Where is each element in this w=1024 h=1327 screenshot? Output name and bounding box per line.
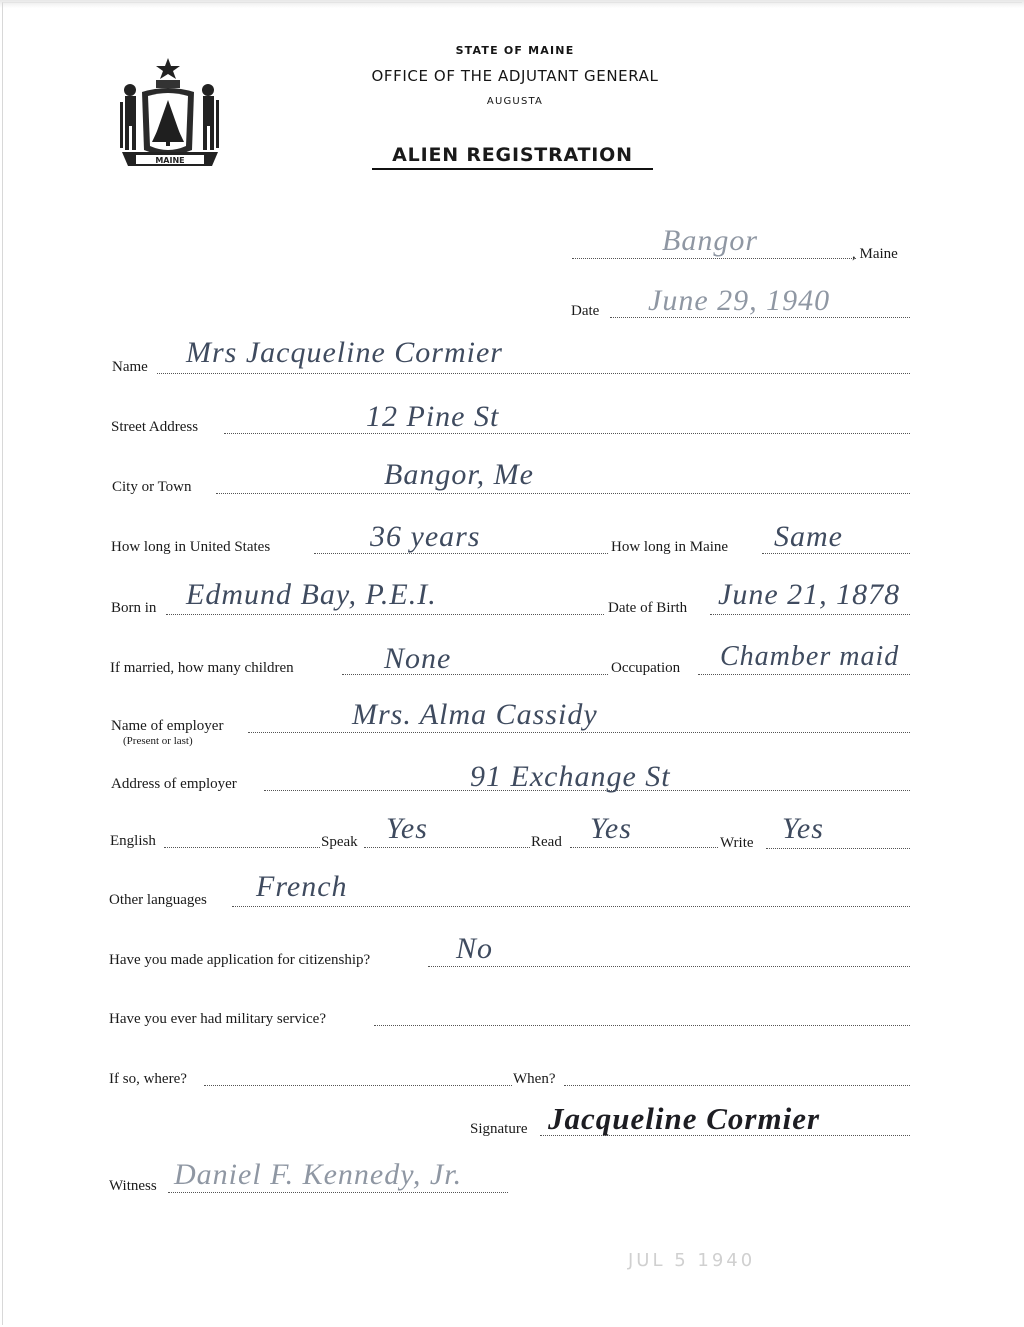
occupation-value: Chamber maid	[720, 641, 900, 672]
name-line	[157, 373, 910, 374]
write-label: Write	[720, 835, 754, 851]
when-line	[564, 1085, 910, 1086]
speak-line	[364, 847, 530, 848]
read-line	[570, 847, 718, 848]
born-in-line	[166, 614, 604, 615]
name-value: Mrs Jacqueline Cormier	[186, 336, 503, 369]
town-value: Bangor	[662, 224, 758, 257]
witness-line	[168, 1192, 508, 1193]
date-line	[610, 317, 910, 318]
office-heading: OFFICE OF THE ADJUTANT GENERAL	[371, 67, 659, 85]
born-in-label: Born in	[111, 600, 157, 616]
write-value: Yes	[782, 812, 824, 845]
children-label: If married, how many children	[110, 660, 294, 676]
state-heading: STATE OF MAINE	[455, 44, 575, 57]
witness-label: Witness	[109, 1178, 157, 1194]
english-line	[164, 847, 320, 848]
name-label: Name	[112, 359, 148, 375]
date-value: June 29, 1940	[648, 284, 831, 317]
employer-address-label: Address of employer	[111, 776, 237, 792]
when-label: When?	[513, 1071, 556, 1087]
other-languages-label: Other languages	[109, 892, 207, 908]
military-line	[374, 1025, 910, 1026]
employer-value: Mrs. Alma Cassidy	[352, 698, 598, 731]
signature-label: Signature	[470, 1121, 528, 1137]
seal-label: MAINE	[155, 156, 185, 165]
military-label: Have you ever had military service?	[109, 1011, 326, 1027]
how-long-maine-label: How long in Maine	[611, 539, 729, 555]
citizenship-line	[428, 966, 910, 967]
maine-label: , Maine	[852, 246, 898, 262]
employer-label: Name of employer	[111, 718, 224, 734]
occupation-line	[698, 674, 910, 675]
read-value: Yes	[590, 812, 632, 845]
other-languages-line	[232, 906, 910, 907]
english-label: English	[110, 833, 156, 849]
how-long-maine-line	[762, 553, 910, 554]
city-line	[216, 493, 910, 494]
street-label: Street Address	[111, 419, 199, 435]
city-value: Bangor, Me	[384, 458, 534, 491]
citizenship-label: Have you made application for citizenship?	[109, 952, 371, 968]
town-line	[572, 258, 856, 259]
how-long-maine-value: Same	[774, 520, 843, 553]
street-value: 12 Pine St	[366, 400, 500, 433]
maine-state-seal-icon	[114, 54, 226, 178]
received-date-stamp: JUL 5 1940	[628, 1250, 756, 1271]
occupation-label: Occupation	[611, 660, 681, 676]
witness-value: Daniel F. Kennedy, Jr.	[174, 1158, 463, 1191]
born-in-value: Edmund Bay, P.E.I.	[186, 578, 437, 611]
how-long-us-label: How long in United States	[111, 539, 271, 555]
how-long-us-value: 36 years	[370, 520, 481, 553]
speak-label: Speak	[321, 834, 358, 850]
employer-line	[248, 732, 910, 733]
speak-value: Yes	[386, 812, 428, 845]
city-label: City or Town	[112, 479, 192, 495]
dob-line	[710, 614, 910, 615]
employer-address-value: 91 Exchange St	[470, 760, 671, 793]
how-long-us-line	[314, 553, 608, 554]
dob-label: Date of Birth	[608, 600, 688, 616]
signature-value: Jacqueline Cormier	[548, 1101, 821, 1136]
citizenship-value: No	[456, 932, 494, 965]
date-label: Date	[571, 303, 600, 319]
children-value: None	[384, 642, 452, 675]
employer-sublabel: (Present or last)	[123, 735, 193, 747]
other-languages-value: French	[256, 870, 348, 903]
children-line	[342, 674, 608, 675]
form-title: ALIEN REGISTRATION	[372, 144, 653, 170]
read-label: Read	[531, 834, 562, 850]
street-line	[224, 433, 910, 434]
city-heading: AUGUSTA	[486, 96, 544, 107]
where-line	[204, 1085, 512, 1086]
where-label: If so, where?	[109, 1071, 187, 1087]
write-line	[766, 848, 910, 849]
dob-value: June 21, 1878	[718, 578, 901, 611]
